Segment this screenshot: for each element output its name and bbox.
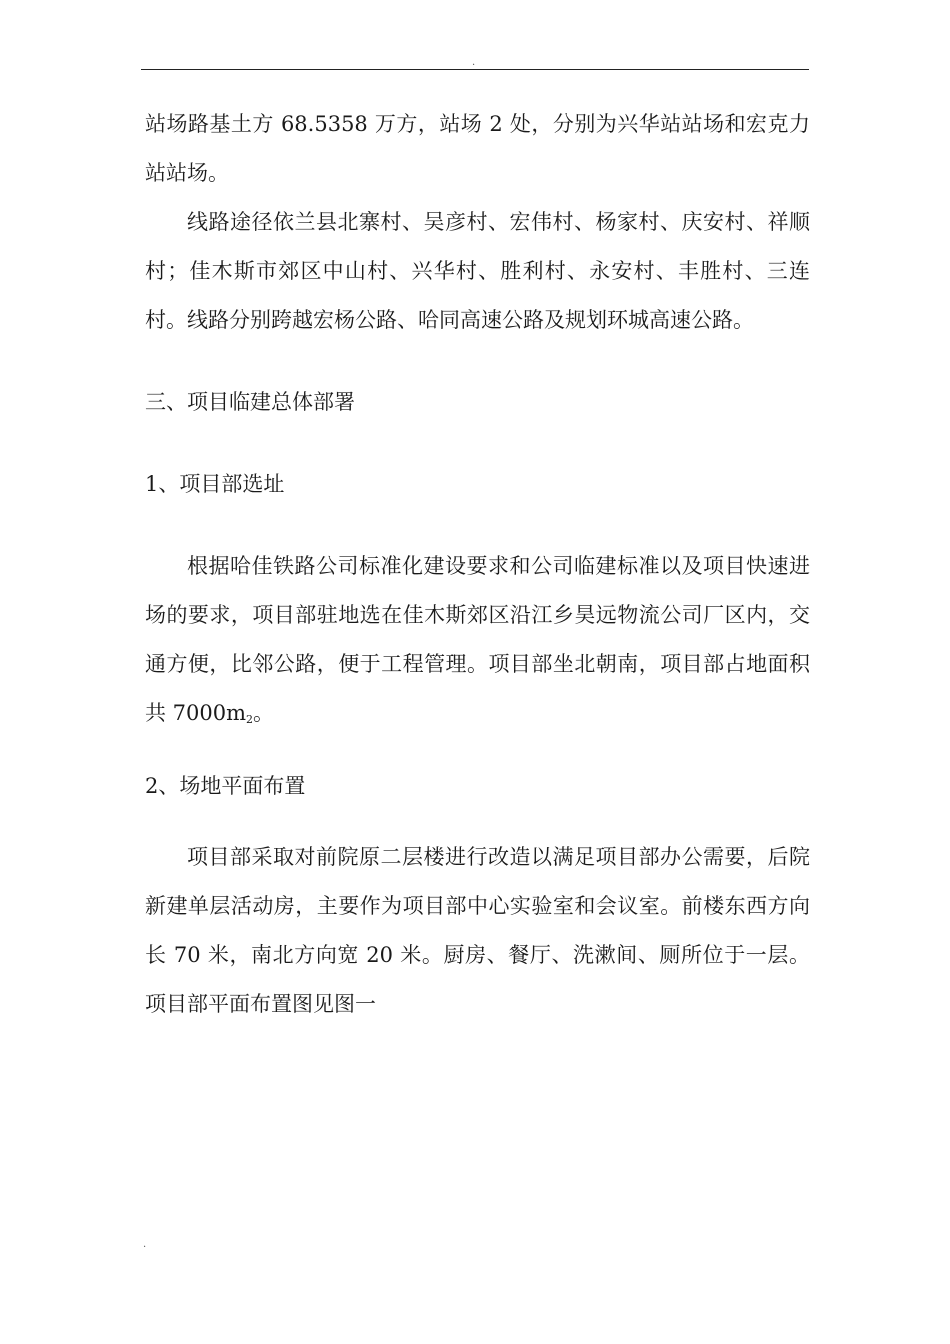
area-unit-superscript: 2 [246, 713, 254, 726]
header-mark: . [472, 57, 476, 68]
header-rule [141, 69, 809, 70]
paragraph-site-selection [145, 542, 810, 741]
site-selection-end: 。 [253, 701, 275, 725]
section-heading-3: 三、项目临建总体部署 [145, 390, 355, 414]
document-body [145, 100, 810, 1029]
subsection-heading-2: 2、场地平面布置 [145, 774, 306, 798]
paragraph-route-villages: 线路途径依兰县北寨村、吴彦村、宏伟村、杨家村、庆安村、祥顺村；佳木斯市郊区中山村、兴华村、胜利村、永安村、丰胜村、三连村。线路分别跨越宏杨公路、哈同高速公路及规划环城高速公路。 [145, 210, 810, 332]
subsection-heading-1: 1、项目部选址 [145, 472, 285, 496]
paragraph-site-layout: 项目部采取对前院原二层楼进行改造以满足项目部办公需要，后院新建单层活动房，主要作为项目部中心实验室和会议室。前楼东西方向长 70 米，南北方向宽 20 米。厨房、餐厅、洗漱间、厕所位于一层。项目部平面布置图见图一 [145, 845, 810, 1016]
paragraph-station-earthwork: 站场路基土方 68.5358 万方，站场 2 处，分别为兴华站站场和宏克力站站场。 [145, 112, 810, 185]
footer-mark: . [143, 1239, 147, 1250]
site-selection-text: 根据哈佳铁路公司标准化建设要求和公司临建标准以及项目快速进场的要求，项目部驻地选在佳木斯郊区沿江乡昊远物流公司厂区内，交通方便，比邻公路，便于工程管理。项目部坐北朝南，项目部占地面积共 7000m [145, 554, 810, 725]
